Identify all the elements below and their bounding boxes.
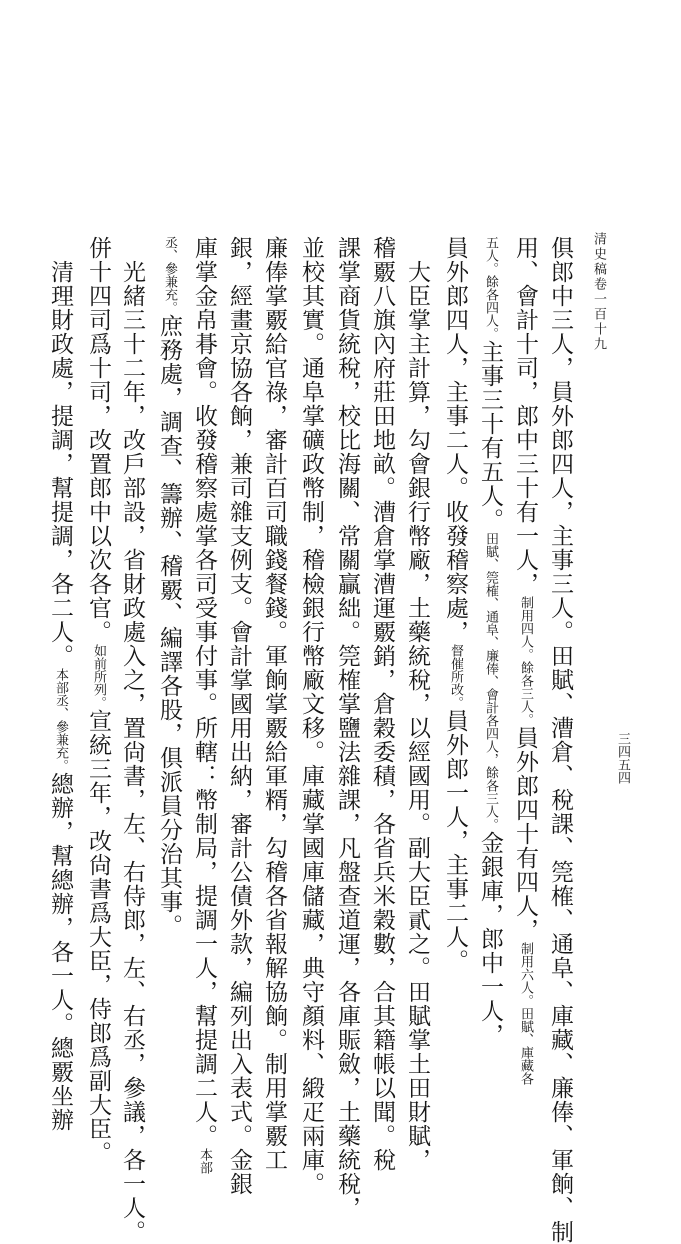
annotation-note: 制用六人。田賦、庫藏各 [518,942,533,1085]
text-column [370,236,394,1172]
text-column [262,236,286,1172]
annotation-note: 如前所列。 [91,644,106,709]
annotation-note: 督催所改。 [448,644,463,709]
annotation-note: 丞、參兼充。 [162,236,177,314]
text-column [548,236,572,1244]
text-run: 庫掌金帛朞會。收發稽察處掌各司受事付事。所轄：幣制局，提調一人，幫提調二人。 [191,236,217,1148]
annotation-note: 制用四人。餘各三人。 [518,596,533,726]
text-run: 金銀庫，郎中一人， [477,831,503,1047]
annotation-note: 五人。餘各四人。 [483,236,498,340]
text-run: 俱郎中三人，員外郎四人，主事三人。田賦、漕倉、稅課、筦榷、通阜、庫藏、廉俸、軍餉、制 [547,236,573,1244]
text-run: 庶務處，調查、籌辦、稽覈、編譯各股，俱派員分治其事。 [156,314,182,938]
text-run: 課掌商貨統稅，校比海關、常關贏絀。筦榷掌鹽法雜課，凡盤查道運，各庫賑斂，土藥統稅， [334,236,360,1220]
text-run: 員外郎一人，主事二人。 [442,709,468,973]
annotation-note: 本部丞、參兼充。 [53,668,68,772]
text-run: 員外郎四人，主事二人。收發稽察處， [442,236,468,644]
text-run: 員外郎四十有四人， [512,726,538,942]
text-run: 用、會計十司，郎中三十有一人， [512,236,538,596]
text-column [443,236,467,973]
annotation-note: 本部 [197,1148,212,1174]
text-run: 光緒三十二年，改戶部設，省財政處入之，置尙書，左、右侍郎，左、右丞，參議，各一人。 [119,260,145,1244]
text-column [513,236,537,1085]
text-column [192,236,216,1174]
text-run: 總辦，幫總辦，各一人。總覈坐辦 [47,772,73,1132]
text-column [120,236,144,1244]
text-column [405,236,429,1172]
text-column [157,236,181,938]
text-run: 廉俸掌覈給官祿，審計百司職錢餐錢。軍餉掌覈給軍糈，勾稽各省報解協餉。制用掌覈工 [261,236,287,1172]
text-run: 並校其實。通阜掌礦政幣制，稽檢銀行幣廠文移。庫藏掌國庫儲藏，典守顏料、緞疋兩庫。 [298,236,324,1196]
text-column [299,236,323,1196]
text-run: 清理財政處，提調，幫提調，各二人。 [47,260,73,668]
book-title-header: 清史稿卷一百十九 [591,232,606,352]
text-run: 宣統三年，改尙書爲大臣，侍郎爲副大臣。 [85,709,111,1165]
text-column [335,236,359,1220]
text-column [86,236,110,1165]
page-number: 三四五四 [615,732,630,784]
text-run: 併十四司爲十司，改置郎中以次各官。 [85,236,111,644]
text-column [227,236,251,1196]
text-column [478,236,502,1047]
annotation-note: 田賦、筦榷、通阜、廉俸、會計各四人，餘各三人。 [483,532,498,831]
text-run: 主事三十有五人。 [477,340,503,532]
text-run: 銀，經畫京協各餉，兼司雜支例支。會計掌國用出納，審計公債外款，編列出入表式。金銀 [226,236,252,1196]
text-run: 稽覈八旗內府莊田地畝。漕倉掌漕運覈銷，倉穀委積，各省兵米穀數，合其籍帳以聞。稅 [369,236,395,1172]
text-column [48,236,72,1132]
text-run: 大臣掌主計算，勾會銀行幣廠，土藥統稅，以經國用。副大臣貳之。田賦掌土田財賦， [404,260,430,1172]
